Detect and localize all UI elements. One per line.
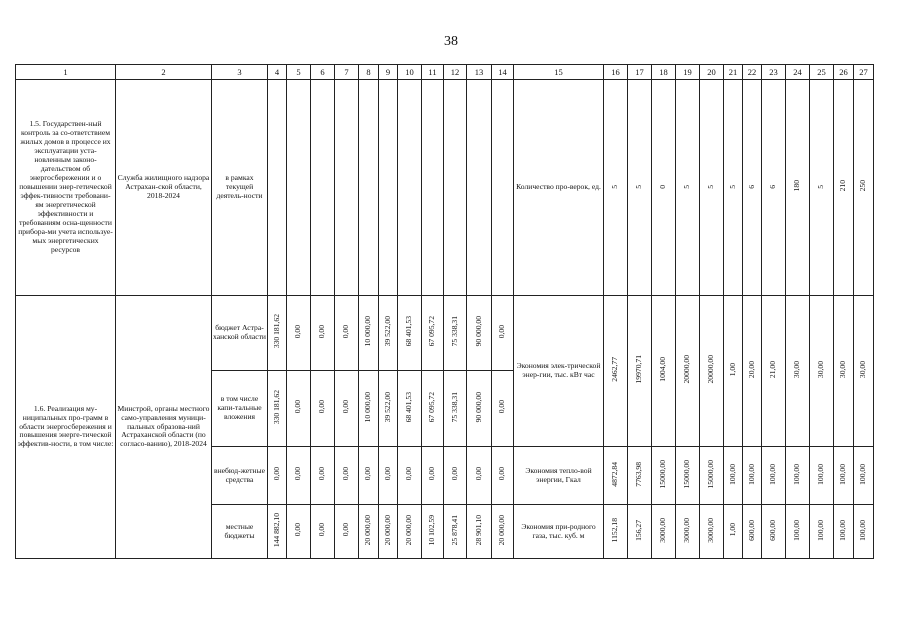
funding-value: 20 000,00: [497, 514, 507, 546]
col-header: 6: [311, 65, 335, 80]
activity-name: 1.5. Государствен-ный контроль за со-ответствием жилых домов в процессе их эксплуатации уста-новленным законо-дательством об энергосбережении и о повышении энер-гетической эффек-тивности требовани-ям энергетической эффективности и требованиям осна-щенности прибора-ми учета используе-мых энергетических ресурсов: [16, 80, 116, 296]
executor: Служба жилищного надзора Астрахан-ской области, 2018-2024: [116, 80, 212, 296]
indicator-value: 1004,00: [658, 357, 668, 382]
funding-value: 0,00: [293, 324, 303, 339]
activity-name: 1.6. Реализация му-ниципальных про-грамм в области энергосбережения и повышения энерге-тической эффектив-ности, в том числе:: [16, 296, 116, 559]
funding-value: 0,00: [473, 467, 483, 481]
col-header: 1: [16, 65, 116, 80]
indicator-value: 100,00: [792, 463, 802, 485]
indicator-value: 3000,00: [706, 517, 716, 543]
indicator-value: 250: [858, 180, 868, 192]
indicator-value: 5: [727, 185, 737, 190]
row-1-6-budget: [16, 296, 874, 371]
indicator-value: 1,00: [727, 523, 737, 537]
indicator-value: 15000,00: [658, 459, 668, 489]
indicator-name: Экономия при-родного газа, тыс. куб. м: [514, 505, 604, 559]
funding-value: 28 901,10: [473, 514, 483, 546]
col-header: 26: [834, 65, 854, 80]
col-header: 20: [700, 65, 724, 80]
funding-value: 39 522,00: [382, 391, 392, 423]
funding-value: 0,00: [341, 523, 351, 537]
funding-value: 0,00: [497, 467, 507, 481]
indicator-value: 100,00: [838, 519, 848, 541]
col-header: 10: [398, 65, 422, 80]
col-header: 12: [444, 65, 467, 80]
page-number: 38: [444, 34, 458, 49]
funding-value: 20 000,00: [363, 514, 373, 546]
col-header: 23: [762, 65, 786, 80]
funding-value: 144 882,10: [271, 512, 281, 548]
indicator-value: 21,00: [768, 360, 778, 379]
funding-value: 0,00: [427, 467, 437, 481]
funding-value: 0,00: [341, 400, 351, 414]
col-header: 21: [724, 65, 743, 80]
funding-value: 0,00: [271, 467, 281, 481]
funding-value: 0,00: [293, 467, 303, 481]
indicator-value: 100,00: [858, 519, 868, 541]
col-header: 3: [212, 65, 268, 80]
indicator-value: 30,00: [858, 360, 868, 379]
col-header: 8: [359, 65, 379, 80]
indicator-value: 1,00: [727, 362, 737, 377]
indicator-value: 30,00: [816, 360, 826, 379]
col-header: 14: [492, 65, 514, 80]
indicator-value: 180: [792, 180, 802, 192]
funding-value: 20 000,00: [404, 514, 414, 546]
col-header: 16: [604, 65, 628, 80]
indicator-value: 600,00: [746, 519, 756, 541]
column-numbers-row: [16, 65, 874, 80]
indicator-value: 156,27: [634, 519, 644, 541]
col-header: 18: [652, 65, 676, 80]
col-header: 5: [287, 65, 311, 80]
funding-value: 20 000,00: [382, 514, 392, 546]
indicator-name: Экономия тепло-вой энергии, Гкал: [514, 447, 604, 505]
funding-value: 0,00: [363, 467, 373, 481]
funding-value: 75 338,31: [449, 316, 459, 347]
indicator-value: 100,00: [727, 463, 737, 485]
indicator-value: 100,00: [768, 463, 778, 485]
funding-value: 0,00: [317, 400, 327, 414]
indicator-value: 30,00: [792, 360, 802, 379]
col-header: 9: [379, 65, 398, 80]
indicator-value: 20,00: [746, 360, 756, 379]
col-header: 22: [743, 65, 762, 80]
funding-value: 0,00: [404, 467, 414, 481]
indicator-value: 20000,00: [706, 355, 716, 384]
indicator-value: 4872,84: [610, 461, 620, 487]
funding-value: 330 181,62: [271, 314, 281, 349]
indicator-value: 3000,00: [682, 517, 692, 543]
indicator-value: 1152,18: [610, 517, 620, 543]
funding-source: в том числе капи-тальные вложения: [212, 371, 268, 447]
funding-value: 90 000,00: [473, 391, 483, 423]
col-header: 15: [514, 65, 604, 80]
executor: Минстрой, органы местного само-управления муници-пальных образова-ний Астраханской области (по согласо-ванию), 2018-2024: [116, 296, 212, 559]
funding-value: 68 401,53: [404, 391, 414, 423]
col-header: 11: [422, 65, 444, 80]
indicator-value: 100,00: [816, 519, 826, 541]
funding-value: 0,00: [293, 400, 303, 414]
indicator-value: 6: [746, 185, 756, 190]
funding-value: 90 000,00: [473, 316, 483, 347]
funding-value: 0,00: [317, 523, 327, 537]
col-header: 25: [810, 65, 834, 80]
indicator-value: 5: [816, 185, 826, 190]
funding-value: 0,00: [341, 467, 351, 481]
indicator-value: 3000,00: [658, 517, 668, 543]
indicator-value: 0: [658, 185, 668, 190]
col-header: 24: [786, 65, 810, 80]
indicator-value: 100,00: [858, 463, 868, 485]
funding-source: в рамках текущей деятель-ности: [212, 80, 268, 296]
row-1-5: [16, 80, 874, 296]
indicator-value: 100,00: [816, 463, 826, 485]
indicator-value: 5: [682, 185, 692, 190]
funding-value: 10 102,59: [427, 514, 437, 546]
col-header: 27: [854, 65, 874, 80]
indicator-value: 20000,00: [682, 355, 692, 384]
col-header: 19: [676, 65, 700, 80]
indicator-value: 210: [838, 180, 848, 192]
indicator-value: 5: [610, 185, 620, 190]
col-header: 4: [268, 65, 287, 80]
indicator-value: 5: [706, 185, 716, 190]
indicator-value: 100,00: [838, 463, 848, 485]
funding-source: внебюд-жетные средства: [212, 447, 268, 505]
indicator-value: 15000,00: [706, 459, 716, 489]
indicator-value: 5: [634, 185, 644, 190]
funding-value: 330 181,62: [271, 389, 281, 425]
funding-value: 39 522,00: [382, 316, 392, 347]
funding-value: 0,00: [449, 467, 459, 481]
funding-value: 75 338,31: [449, 391, 459, 423]
indicator-value: 15000,00: [682, 459, 692, 489]
funding-value: 0,00: [497, 324, 507, 339]
indicator-name: Экономия элек-трической энер-гии, тыс. кВт час: [514, 296, 604, 447]
indicator-value: 6: [768, 185, 778, 190]
funding-source: местные бюджеты: [212, 505, 268, 559]
funding-value: 0,00: [317, 324, 327, 339]
indicator-name: Количество про-верок, ед.: [514, 80, 604, 296]
funding-value: 10 000,00: [363, 391, 373, 423]
col-header: 7: [335, 65, 359, 80]
indicator-value: 30,00: [838, 360, 848, 379]
funding-value: 68 401,53: [404, 316, 414, 347]
funding-value: 0,00: [341, 324, 351, 339]
indicator-value: 100,00: [792, 519, 802, 541]
funding-value: 0,00: [382, 467, 392, 481]
funding-value: 0,00: [497, 400, 507, 414]
funding-value: 25 878,41: [449, 514, 459, 546]
funding-value: 67 095,72: [427, 316, 437, 347]
indicator-value: 2462,77: [610, 357, 620, 382]
indicator-value: 19970,71: [634, 355, 644, 384]
col-header: 17: [628, 65, 652, 80]
funding-value: 10 000,00: [363, 316, 373, 347]
col-header: 2: [116, 65, 212, 80]
program-table: [15, 64, 874, 559]
funding-value: 0,00: [317, 467, 327, 481]
funding-value: 0,00: [293, 523, 303, 537]
indicator-value: 7763,98: [634, 461, 644, 487]
indicator-value: 100,00: [746, 463, 756, 485]
indicator-value: 600,00: [768, 519, 778, 541]
funding-source: бюджет Астра-ханской области: [212, 296, 268, 371]
funding-value: 67 095,72: [427, 391, 437, 423]
col-header: 13: [467, 65, 492, 80]
